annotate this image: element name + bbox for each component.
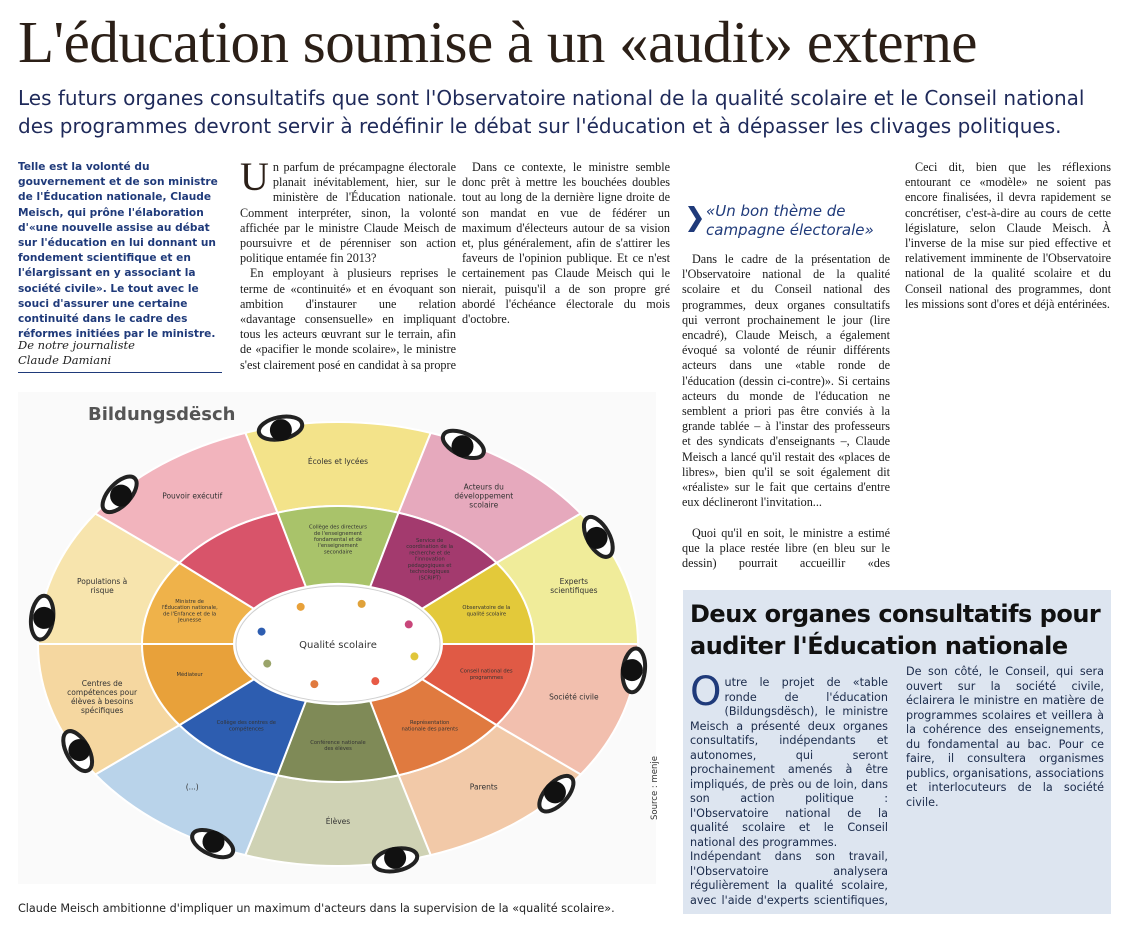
center-dot bbox=[358, 600, 366, 608]
outer-segment-label: Pouvoir exécutif bbox=[162, 491, 223, 501]
inner-segment-label: Collège des directeurs de l'enseignement fondamental et de l'enseignement secondaire bbox=[309, 524, 367, 556]
article-paragraph-1: n parfum de précampagne électorale planait inévitablement, hier, sur le ministère de l'Éducation nationale. Comment interpréter, sinon, la volonté affichée par le ministre Claude Meisch de poursuivre et de pérenniser son action politique entamée fin 2013? bbox=[240, 160, 456, 266]
diagram-title: Bildungsdësch bbox=[88, 404, 236, 425]
lede-paragraph: Telle est la volonté du gouvernement et de son ministre de l'Éducation nationale, Claude Meisch, qui prône l'élaboration d'«une nouvelle assise au débat sur l'éducation en lui donnant un fondement scientifique et en l'élargissant en y associant la société civile». Le tout avec le souci d'assurer une certaine continuité dans le cadre des réformes initiées par le ministre. bbox=[18, 161, 218, 341]
round-table-diagram bbox=[18, 392, 656, 884]
article-paragraph-4: Dans le cadre de la présentation de l'Observatoire national de la qualité scolaire et du Conseil national des programmes, deux organes consultatifs qui verront prochainement le jour (lire encadré), Claude Meisch, a également évoqué sa volonté de réunir différents acteurs dans une «table ronde de l'éducation (dessin ci-contre)». Si certains acteurs du monde de l'éducation ne semblent a priori pas être conviés à la grande tablée – à l'instar des professeurs et des syndicats d'enseignants –, Claude Meisch a lancé qu'il restait des «places de libres», bien qu'il se soit également dit «réaliste» sur le fait que certains d'entre eux déclineront l'invitation... bbox=[682, 252, 890, 510]
center-label: Qualité scolaire bbox=[299, 640, 377, 651]
center-dot bbox=[297, 603, 305, 611]
sidebar-column-2 bbox=[906, 665, 1104, 810]
article-dropcap: U bbox=[240, 154, 269, 199]
headline: L'éducation soumise à un «audit» externe bbox=[18, 9, 977, 75]
article-paragraph-5: Quoi qu'il en soit, le ministre a estimé que la place restée libre (en bleu sur le dessin) pourrait accueillir «des bbox=[682, 526, 890, 571]
inner-segment-label: Observatoire de la qualité scolaire bbox=[462, 605, 511, 618]
sidebar-column-1 bbox=[690, 669, 888, 908]
sidebar-paragraph-2: Indépendant dans son travail, l'Observatoire analysera régulièrement la qualité scolaire, avec l'aide d'experts scientifiques, bbox=[690, 850, 888, 907]
center-dot bbox=[410, 652, 418, 660]
center-dot bbox=[263, 660, 271, 668]
outer-segment-label: Experts scientifiques bbox=[550, 576, 598, 595]
byline-author: Claude Damiani bbox=[18, 353, 112, 367]
outer-segment-label: Parents bbox=[469, 782, 498, 792]
inner-segment-label: Service de coordination de la recherche et de l'innovation pédagogiques et technologiques (SCRIPT) bbox=[406, 537, 454, 582]
sidebar-paragraph-1: utre le projet de «table ronde de l'éducation (Bildungsdësch), le ministre Meisch a présenté deux organes consultatifs, indépendants et autonomes, qui seront prochainement amenés à être impliqués, de près ou de loin, dans son action politique : l'Observatoire national de la qualité scolaire et le Conseil national des programmes. bbox=[690, 676, 888, 849]
sidebar-paragraph-3: De son côté, le Conseil, qui sera ouvert sur la société civile, éclairera le ministre en matière de programmes scolaires et veillera à la cohérence des enseignements, du fondamental au bac. Pour ce faire, il consultera organismes publics, organisations, associations et interlocuteurs de la société civile. bbox=[906, 665, 1104, 809]
outer-segment-label: Société civile bbox=[549, 692, 599, 702]
diagram-caption: Claude Meisch ambitionne d'impliquer un maximum d'acteurs dans la supervision de la «qualité scolaire». bbox=[18, 902, 615, 915]
inner-segment-label: Médiateur bbox=[176, 671, 203, 678]
inner-segment-label: Conseil national des programmes bbox=[460, 668, 513, 681]
outer-segment-label: Populations à risque bbox=[76, 576, 128, 595]
center-dot bbox=[405, 620, 413, 628]
subheadline: Les futurs organes consultatifs que sont l'Observatoire national de la qualité scolaire et le Conseil national des programmes devront servir à redéfinir le débat sur l'éducation et à dépasser les clivages politiques. bbox=[18, 86, 1085, 138]
inner-segment-label: Représentation nationale des parents bbox=[401, 720, 458, 733]
sidebar-dropcap: O bbox=[690, 669, 722, 715]
chevron-right-icon bbox=[688, 204, 702, 234]
sidebar-box-title: Deux organes consultatifs pour auditer l'Éducation nationale bbox=[690, 600, 1101, 660]
byline bbox=[18, 338, 222, 373]
inner-segment-label: Ministre de l'Éducation nationale, de l'Enfance et de la Jeunesse bbox=[161, 598, 218, 624]
image-source-credit: Source : menje bbox=[650, 756, 660, 820]
inner-segment-label: Conférence nationale des élèves bbox=[310, 739, 366, 753]
article-paragraph-6: Ceci dit, bien que les réflexions entourant ce «modèle» ne soient pas encore finalisées, il devra rapidement se concrétiser, c'est-à-dire au cours de cette législature, selon Claude Meisch. À l'inverse de la mise sur pied effective et relativement imminente de l'Observatoire national de la qualité scolaire et du Conseil national des programmes, dont les missions sont d'ores et déjà entérinées. bbox=[905, 160, 1111, 311]
center-dot bbox=[310, 680, 318, 688]
article-paragraph-2: En employant à plusieurs reprises le terme de «continuité» et en évoquant son ambition d'instaurer une relation «davantage consensuelle» en impliquant tous les acteurs œuvrant sur le terrain, afin de «pacifier le monde scolaire», le ministre s'est clairement posé en candidat à sa propre bbox=[240, 266, 456, 372]
article-paragraph-3: Dans ce contexte, le ministre semble donc prêt à mettre les bouchées doubles tout au long de la dernière ligne droite de son mandat en vue de fédérer un maximum d'électeurs autour de sa vision et, plus généralement, afin de s'attirer les faveurs de l'opinion publique. Et ce n'est certainement pas Claude Meisch qui le nierait, puisqu'il a de son propre gré abordé l'échéance électorale du mois d'octobre. bbox=[462, 160, 670, 327]
outer-segment-label: (...) bbox=[185, 782, 199, 792]
pull-quote bbox=[688, 202, 906, 240]
byline-role: De notre journaliste bbox=[18, 338, 135, 352]
article-column-1 bbox=[240, 154, 456, 373]
outer-segment-label: Centres de compétences pour élèves à besoins spécifiques bbox=[67, 679, 138, 716]
outer-segment-label: Écoles et lycées bbox=[307, 457, 369, 466]
article-column-4 bbox=[905, 160, 1111, 570]
article-column-2 bbox=[462, 160, 670, 388]
center-dot bbox=[371, 677, 379, 685]
pull-quote-text: «Un bon thème de campagne électorale» bbox=[706, 202, 874, 239]
outer-segment-label: Acteurs du développement scolaire bbox=[454, 482, 514, 510]
outer-segment-label: Élèves bbox=[325, 817, 351, 826]
center-dot bbox=[258, 628, 266, 636]
article-column-3 bbox=[682, 252, 890, 572]
inner-segment-label: Collège des centres de compétences bbox=[216, 720, 276, 733]
